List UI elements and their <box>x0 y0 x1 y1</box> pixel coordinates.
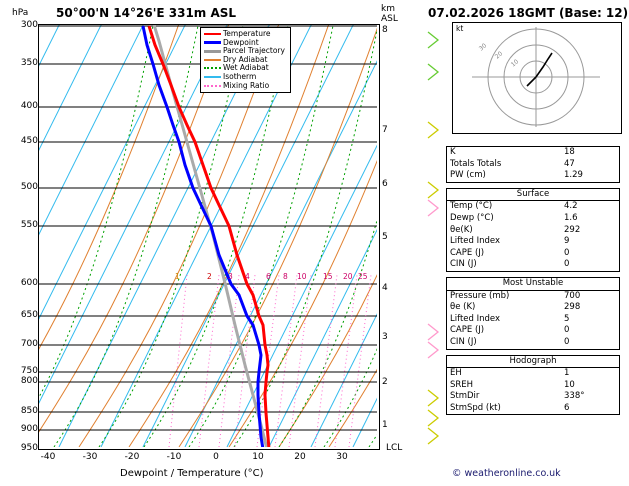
row-value-stmdir: 338° <box>564 391 585 402</box>
table-general <box>446 146 620 183</box>
indices-tables <box>446 146 620 420</box>
table-most-unstable <box>446 277 620 350</box>
row-value-mu-cape: 0 <box>564 325 570 336</box>
row-label-theta-e: θe(K) <box>450 224 473 235</box>
xtick-20: 20 <box>294 452 306 462</box>
mixing-num-20: 20 <box>343 272 353 281</box>
lcl-label: LCL <box>386 443 403 453</box>
legend-label-mixing-ratio: Mixing Ratio <box>223 80 270 90</box>
ytick-550: 550 <box>20 220 38 230</box>
section-title-hodograph: Hodograph <box>509 355 557 366</box>
table-row <box>447 259 620 271</box>
ytick-450: 450 <box>20 136 38 146</box>
row-value-pressure: 700 <box>561 290 620 302</box>
row-label-dewp: Dewp (°C) <box>450 212 494 223</box>
hodograph-ring-label-30: 30 <box>477 42 489 53</box>
xtick--30: -30 <box>82 452 98 462</box>
ytick-800: 800 <box>20 376 38 386</box>
legend-swatch-isotherm <box>204 76 221 78</box>
table-row <box>447 368 620 380</box>
row-value-cape: 0 <box>564 247 570 258</box>
x-axis-title: Dewpoint / Temperature (°C) <box>120 468 264 479</box>
row-label-cin: CIN (J) <box>450 259 477 270</box>
km-asl-label: km ASL <box>381 4 398 24</box>
xtick-30: 30 <box>336 452 348 462</box>
kmtick-1: 1 <box>382 420 388 430</box>
table-row <box>447 290 620 302</box>
legend-label-wet-adiabat: Wet Adiabat <box>223 63 269 73</box>
row-label-mu-lifted-index: Lifted Index <box>450 313 500 324</box>
ytick-350: 350 <box>20 58 38 68</box>
hodograph-trace <box>536 53 552 77</box>
credit-text: © weatheronline.co.uk <box>452 468 561 479</box>
xtick--40: -40 <box>40 452 56 462</box>
row-label-lifted-index: Lifted Index <box>450 236 500 247</box>
xtick-0: 0 <box>213 452 219 462</box>
ytick-700: 700 <box>20 339 38 349</box>
row-value-totals-totals: 47 <box>564 158 575 169</box>
mixing-num-15: 15 <box>323 272 333 281</box>
row-value-sreh: 10 <box>564 379 575 390</box>
table-row <box>447 159 620 171</box>
xtick-10: 10 <box>252 452 264 462</box>
kmtick-6: 6 <box>382 179 388 189</box>
hodograph-svg <box>453 23 619 131</box>
kmtick-8: 8 <box>382 25 388 35</box>
legend-swatch-wet-adiabat <box>204 67 221 69</box>
date-header: 07.02.2026 18GMT (Base: 12) <box>428 6 629 20</box>
table-row <box>447 170 620 182</box>
row-value-theta-e: 292 <box>564 224 581 235</box>
row-label-k: K <box>450 147 456 157</box>
table-hodograph <box>446 355 620 416</box>
mixing-num-2: 2 <box>207 272 212 281</box>
ytick-400: 400 <box>20 101 38 111</box>
kmtick-4: 4 <box>382 283 388 293</box>
hodograph-ring-label-10: 10 <box>509 58 521 69</box>
xtick--10: -10 <box>166 452 182 462</box>
table-row <box>447 391 620 403</box>
table-surface <box>446 188 620 272</box>
legend-label-parcel-trajectory: Parcel Trajectory <box>223 46 285 56</box>
row-value-pw: 1.29 <box>564 170 583 181</box>
legend-swatch-dry-adiabat <box>204 59 221 61</box>
legend-swatch-parcel-trajectory <box>204 50 221 53</box>
table-row <box>447 403 620 415</box>
table-row <box>447 380 620 392</box>
row-value-eh: 1 <box>561 368 620 380</box>
hodograph-panel <box>452 22 622 134</box>
row-value-cin: 0 <box>564 259 570 270</box>
row-label-stmdir: StmDir <box>450 391 480 402</box>
chart-legend <box>200 27 291 93</box>
xtick--20: -20 <box>124 452 140 462</box>
right-panel <box>420 0 629 486</box>
row-label-mu-theta-e: θe (K) <box>450 302 476 313</box>
mixing-num-4: 4 <box>245 272 250 281</box>
row-label-totals-totals: Totals Totals <box>450 158 502 169</box>
mixing-num-1: 1 <box>175 272 180 281</box>
table-row <box>447 147 620 159</box>
table-row <box>447 236 620 248</box>
legend-label-dry-adiabat: Dry Adiabat <box>223 54 268 64</box>
row-value-dewp: 1.6 <box>564 212 578 223</box>
ytick-850: 850 <box>20 406 38 416</box>
row-label-pw: PW (cm) <box>450 170 486 181</box>
ytick-900: 900 <box>20 424 38 434</box>
mixing-num-3: 3 <box>228 272 233 281</box>
mixing-num-8: 8 <box>283 272 288 281</box>
row-label-temp: Temp (°C) <box>447 201 562 213</box>
hodograph-ring-label-20: 20 <box>493 50 505 61</box>
legend-row-mixing-ratio <box>204 82 287 91</box>
row-label-pressure: Pressure (mb) <box>447 290 562 302</box>
legend-label-isotherm: Isotherm <box>223 71 257 81</box>
row-value-mu-cin: 0 <box>564 336 570 347</box>
row-value-mu-lifted-index: 5 <box>564 313 570 324</box>
wind-barb-column <box>422 24 448 454</box>
hodograph-unit-label: kt <box>456 24 464 33</box>
table-row <box>447 248 620 260</box>
kmtick-7: 7 <box>382 125 388 135</box>
row-label-stmspd: StmSpd (kt) <box>450 402 501 413</box>
legend-swatch-dewpoint <box>204 41 221 44</box>
ytick-500: 500 <box>20 182 38 192</box>
table-row <box>447 337 620 349</box>
row-label-mu-cape: CAPE (J) <box>450 325 485 336</box>
table-row <box>447 325 620 337</box>
section-title-most-unstable: Most Unstable <box>502 277 564 288</box>
row-label-mu-cin: CIN (J) <box>450 336 477 347</box>
row-value-lifted-index: 9 <box>564 236 570 247</box>
legend-label-temperature: Temperature <box>223 29 271 38</box>
mixing-num-25: 25 <box>358 272 368 281</box>
ytick-300: 300 <box>20 20 38 30</box>
station-title: 50°00'N 14°26'E 331m ASL <box>56 6 237 20</box>
pressure-unit-label: hPa <box>12 8 29 18</box>
kmtick-5: 5 <box>382 232 388 242</box>
kmtick-3: 3 <box>382 332 388 342</box>
ytick-950: 950 <box>20 443 38 453</box>
row-value-mu-theta-e: 298 <box>564 302 581 313</box>
table-row <box>447 201 620 213</box>
legend-label-dewpoint: Dewpoint <box>223 37 259 47</box>
row-value-temp: 4.2 <box>561 201 620 213</box>
legend-swatch-temperature <box>204 33 221 35</box>
section-title-surface: Surface <box>516 188 550 199</box>
table-row <box>447 314 620 326</box>
ytick-600: 600 <box>20 278 38 288</box>
row-label-eh: EH <box>447 368 562 380</box>
ytick-650: 650 <box>20 310 38 320</box>
ytick-750: 750 <box>20 366 38 376</box>
table-row <box>447 225 620 237</box>
table-row <box>447 213 620 225</box>
mixing-num-10: 10 <box>297 272 307 281</box>
row-label-sreh: SREH <box>450 379 474 390</box>
row-label-cape: CAPE (J) <box>450 247 485 258</box>
mixing-num-6: 6 <box>266 272 271 281</box>
row-value-k: 18 <box>564 147 575 157</box>
legend-swatch-mixing-ratio <box>204 85 221 87</box>
table-row <box>447 302 620 314</box>
kmtick-2: 2 <box>382 377 388 387</box>
row-value-stmspd: 6 <box>564 402 570 413</box>
